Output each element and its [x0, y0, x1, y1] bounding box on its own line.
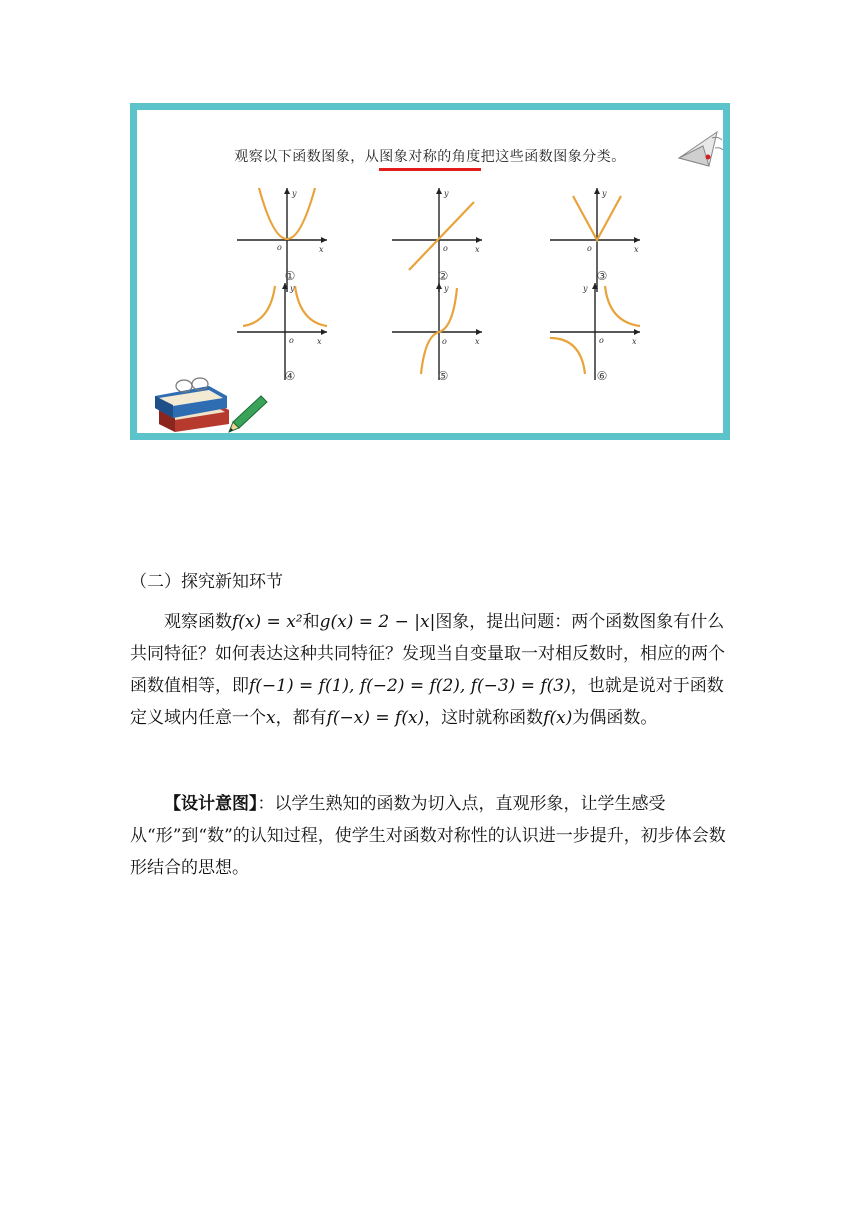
function-graphs [137, 110, 723, 433]
origin-label: o [442, 337, 447, 346]
design-intent-label: 【设计意图】 [164, 794, 258, 814]
figure-title: 观察以下函数图象，从图象对称的角度把这些函数图象分类。 [137, 146, 723, 166]
y-axis-label: y [583, 284, 588, 293]
f-definition: f(x) = x² [232, 612, 303, 632]
graph-label-3: ③ [596, 269, 608, 283]
graph-label-2: ② [437, 269, 449, 283]
x-axis-label: x [634, 245, 639, 254]
figure-title-underlined: 图象对称的角度 [379, 149, 481, 171]
x-axis-label: x [632, 337, 637, 346]
pencil-icon [229, 396, 267, 432]
paper-plane-icon [679, 132, 723, 166]
graph-label-4: ④ [284, 369, 296, 383]
books-icon [155, 378, 229, 432]
g-definition: g(x) = 2 − |x| [319, 612, 436, 632]
origin-label: o [277, 243, 282, 252]
y-axis-label: y [290, 284, 295, 293]
origin-label: o [599, 336, 604, 345]
x-axis-label: x [319, 245, 324, 254]
x-axis-label: x [317, 337, 322, 346]
even-condition: f(−x) = f(x) [326, 708, 425, 728]
graph-label-6: ⑥ [596, 369, 608, 383]
x-axis-label: x [475, 337, 480, 346]
design-intent-text: ：以学生熟知的函数为切入点，直观形象，让学生感受从“形”到“数”的认知过程，使学生对函数对称性的认识进一步提升，初步体会数形结合的思想。 [130, 794, 726, 878]
graph-6 [550, 283, 640, 380]
graph-5 [392, 283, 482, 380]
y-axis-label: y [602, 189, 607, 198]
x-axis-label: x [475, 245, 480, 254]
figure-frame [130, 103, 730, 440]
y-axis-label: y [292, 189, 297, 198]
origin-label: o [587, 244, 592, 253]
origin-label: o [443, 244, 448, 253]
y-axis-label: y [444, 284, 449, 293]
graph-label-5: ⑤ [437, 369, 449, 383]
section-heading: （二）探究新知环节 [130, 572, 283, 592]
paragraph-1: 观察函数f(x) = x²和g(x) = 2 − |x|图象，提出问题：两个函数图象有什么共同特征？如何表达这种共同特征？发现当自变量取一对相反数时，相应的两个函数值相等，即f(−1) = f(1), f(−2) = f(2), f(−3) = f(3)，也就是说对于函数定义域内任意一个x，都有f(−x) = f(x)，这时就称函数f(x)为偶函数。 [130, 612, 725, 728]
paragraph-2 [130, 788, 730, 884]
example-equations: f(−1) = f(1), f(−2) = f(2), f(−3) = f(3) [249, 676, 571, 696]
y-axis-label: y [444, 189, 449, 198]
origin-label: o [289, 336, 294, 345]
graph-4 [237, 283, 327, 380]
graph-label-1: ① [284, 269, 296, 283]
